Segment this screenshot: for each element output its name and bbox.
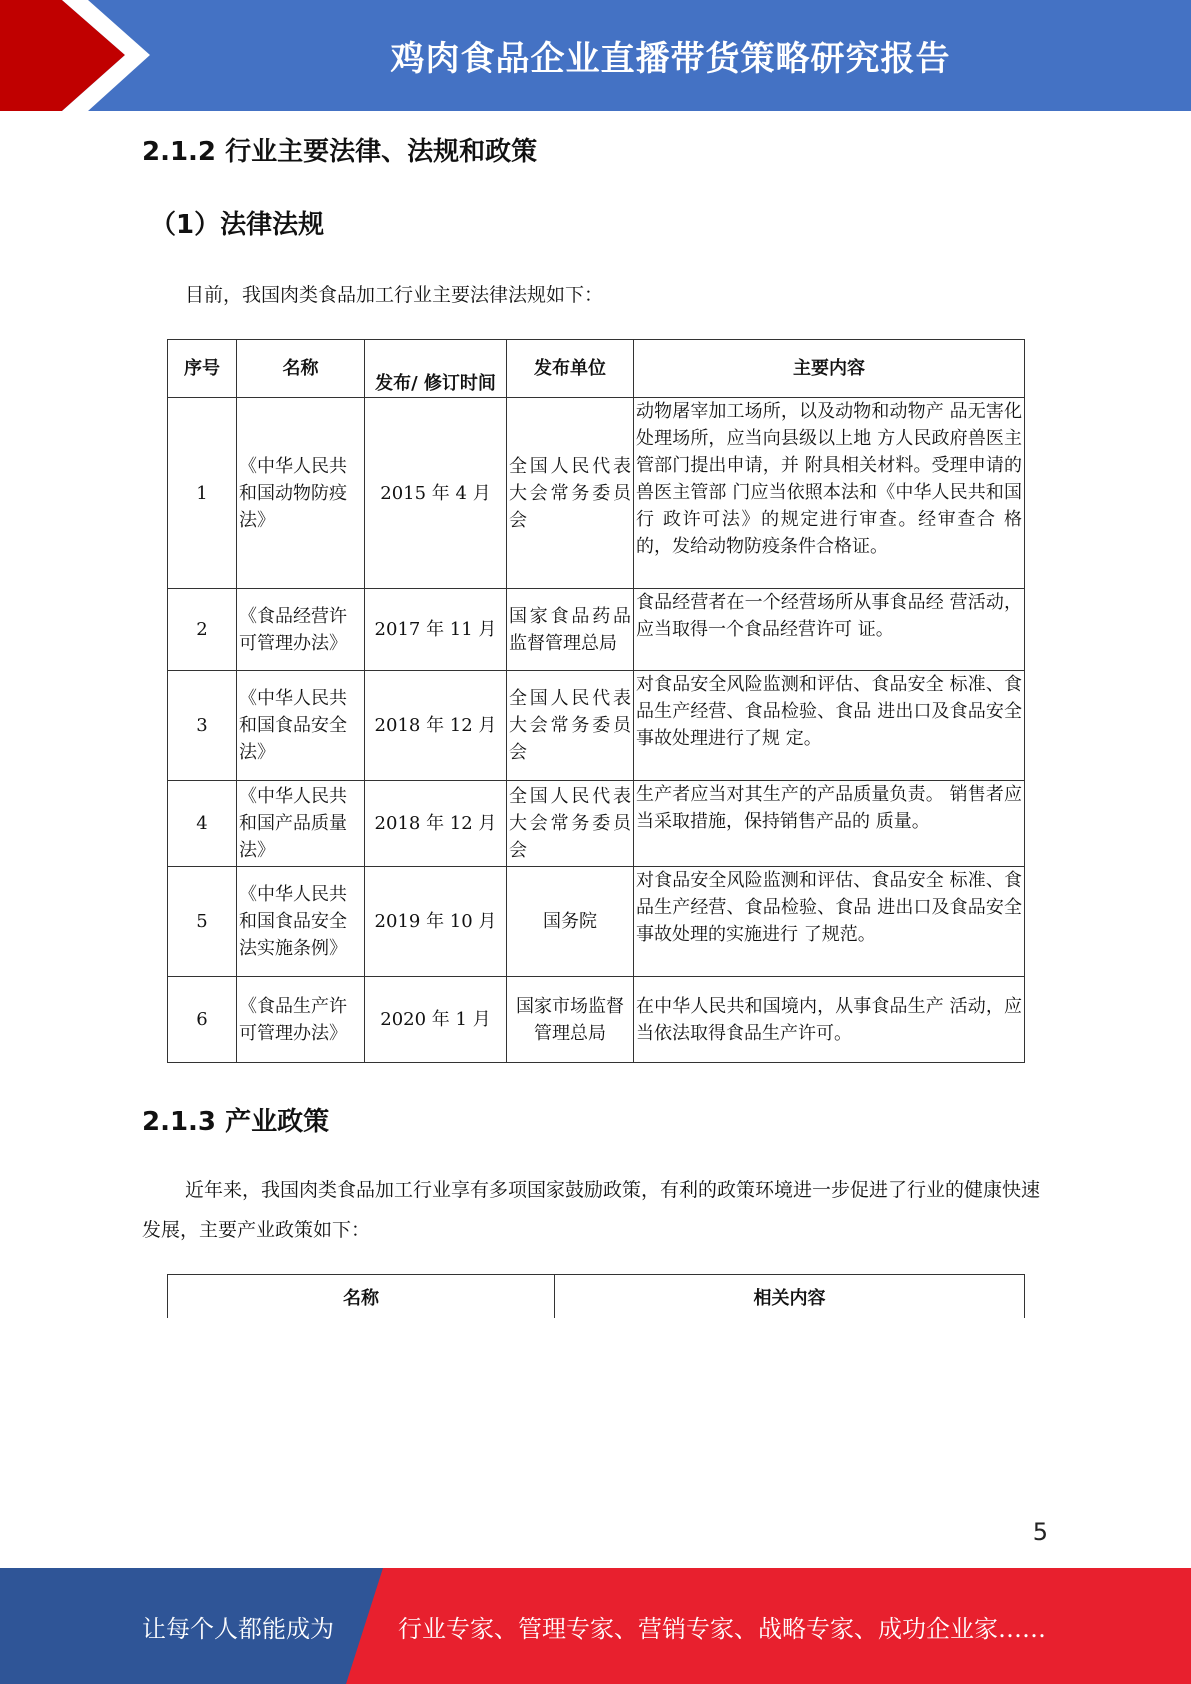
report-title: 鸡肉食品企业直播带货策略研究报告 [390,39,951,79]
row-content: 对食品安全风险监测和评估、食品安全 标准、食品生产经营、食品检验、食品 进出口及食品安全事故处理的实施进行 了规范。 [634,867,1025,977]
table-row [168,398,1025,589]
row-content: 动物屠宰加工场所，以及动物和动物产 品无害化处理场所，应当向县级以上地 方人民政府兽医主管部门提出申请，并 附具相关材料。受理申请的兽医主管部 门应当依照本法和《中华人民共和国行 政许可法》的规定进行审查。经审查合 格的，发给动物防疫条件合格证。 [634,398,1025,589]
row-org: 国务院 [507,867,634,977]
table-row [168,589,1025,671]
policy-table [167,1274,1025,1318]
row-org: 国家食品药品监督管理总局 [507,589,634,671]
sub-heading-laws: （1）法律法规 [150,210,325,240]
row-date: 2020 年 1 月 [365,977,507,1063]
row-content: 食品经营者在一个经营场所从事食品经 营活动，应当取得一个食品经营许可 证。 [634,589,1025,671]
row-no: 5 [168,867,237,977]
page-number: 5 [1032,1518,1048,1546]
header-org: 发布单位 [507,340,634,398]
row-content: 在中华人民共和国境内，从事食品生产 活动，应当依法取得食品生产许可。 [634,977,1025,1063]
row-name: 《中华人民共和国食品安全法实施条例》 [237,867,365,977]
header-content: 主要内容 [634,340,1025,398]
footer-slogan-left: 让每个人都能成为 [142,1614,334,1643]
row-name: 《中华人民共和国产品质量法》 [237,781,365,867]
row-org: 全国人民代表大会常务委员会 [507,781,634,867]
row-content: 对食品安全风险监测和评估、食品安全 标准、食品生产经营、食品检验、食品 进出口及食品安全事故处理进行了规 定。 [634,671,1025,781]
row-no: 3 [168,671,237,781]
row-date: 2018 年 12 月 [365,671,507,781]
page-header [0,0,1191,111]
header-policy-name: 名称 [168,1275,555,1319]
row-date: 2017 年 11 月 [365,589,507,671]
header-policy-content: 相关内容 [555,1275,1025,1319]
laws-intro: 目前，我国肉类食品加工行业主要法律法规如下： [185,284,604,306]
row-org: 全国人民代表大会常务委员会 [507,398,634,589]
row-no: 6 [168,977,237,1063]
policy-table-header-row [168,1275,1025,1319]
row-org: 国家市场监督管理总局 [507,977,634,1063]
header-no: 序号 [168,340,237,398]
policy-intro: 近年来，我国肉类食品加工行业享有多项国家鼓励政策，有利的政策环境进一步促进了行业的健康快速发展，主要产业政策如下： [142,1179,1041,1241]
table-row [168,781,1025,867]
row-no: 1 [168,398,237,589]
row-org: 全国人民代表大会常务委员会 [507,671,634,781]
table-row [168,867,1025,977]
table-row [168,977,1025,1063]
row-name: 《中华人民共和国动物防疫法》 [237,398,365,589]
row-name: 《食品生产许可管理办法》 [237,977,365,1063]
header-date: 发布/ 修订时间 [365,340,507,398]
table-row [168,671,1025,781]
row-name: 《食品经营许可管理办法》 [237,589,365,671]
laws-table-header-row [168,340,1025,398]
row-no: 4 [168,781,237,867]
row-date: 2019 年 10 月 [365,867,507,977]
row-content: 生产者应当对其生产的产品质量负责。 销售者应当采取措施，保持销售产品的 质量。 [634,781,1025,867]
row-name: 《中华人民共和国食品安全法》 [237,671,365,781]
header-name: 名称 [237,340,365,398]
row-no: 2 [168,589,237,671]
row-date: 2018 年 12 月 [365,781,507,867]
laws-table [167,339,1025,1063]
page-footer [0,1568,1191,1684]
section-heading-2-1-2: 2.1.2 行业主要法律、法规和政策 [142,137,538,167]
row-date: 2015 年 4 月 [365,398,507,589]
footer-slogan-right: 行业专家、管理专家、营销专家、战略专家、成功企业家…… [398,1614,1046,1643]
section-heading-2-1-3: 2.1.3 产业政策 [142,1107,330,1137]
